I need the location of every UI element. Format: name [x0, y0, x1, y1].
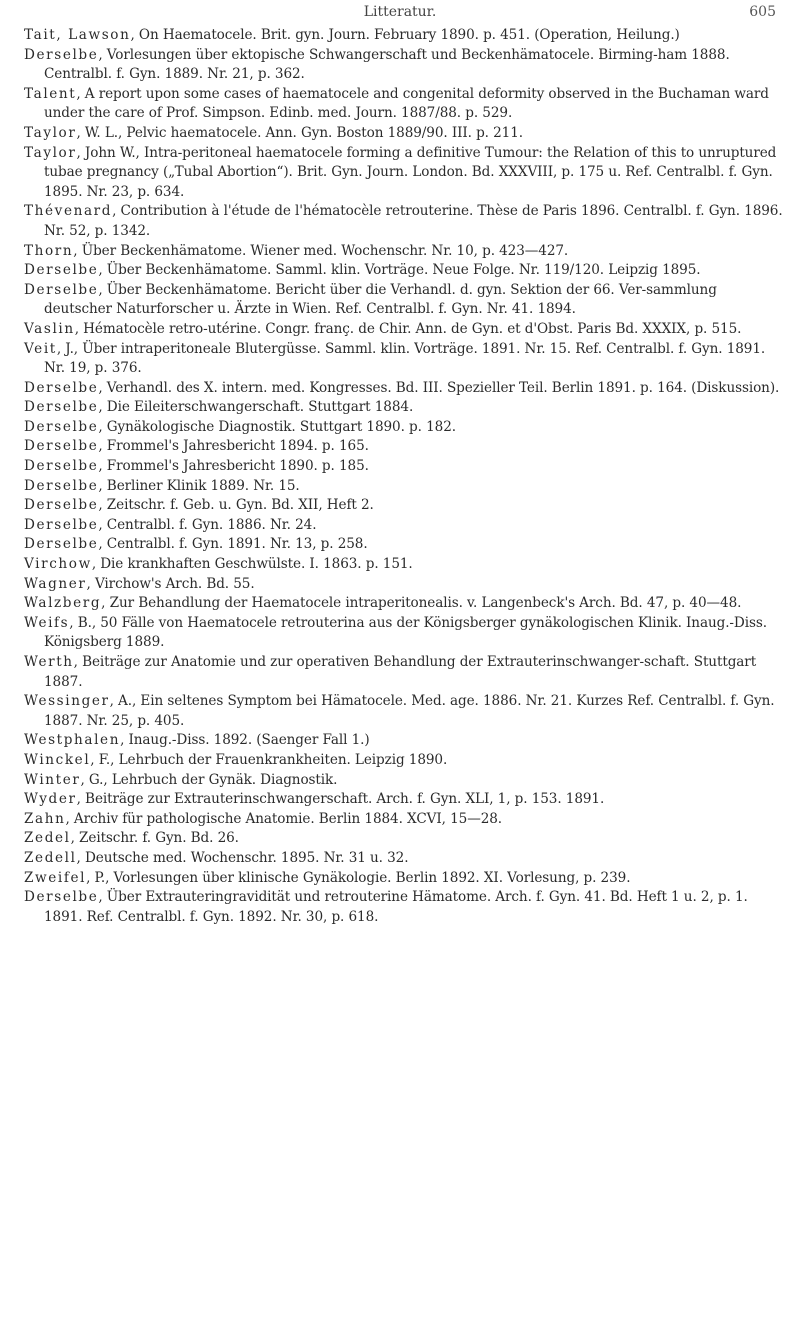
- reference-author: Taylor: [24, 124, 77, 141]
- reference-author: Thévenard: [24, 203, 113, 220]
- reference-text: , B., 50 Fälle von Haematocele retrouterina aus der Königsberger gynäkologischen Klinik. Inaug.-Diss. Königsberg 1889.: [44, 614, 767, 651]
- reference-author: Zweifel: [24, 869, 87, 886]
- reference-text: , Beiträge zur Anatomie und zur operativen Behandlung der Extrauterinschwanger-schaft. Stuttgart 1887.: [44, 654, 757, 690]
- reference-entry: [24, 731, 788, 751]
- reference-author: Zahn: [24, 810, 66, 827]
- reference-text: , Über Beckenhämatome. Wiener med. Wochenschr. Nr. 10, p. 423—427.: [73, 242, 569, 259]
- reference-entry: [24, 614, 788, 653]
- reference-author: Westphalen: [24, 732, 121, 749]
- reference-entry: [24, 124, 788, 144]
- reference-entry: [24, 849, 788, 869]
- reference-author: Derselbe: [24, 889, 99, 906]
- reference-entry: [24, 46, 788, 85]
- reference-entry: [24, 751, 788, 771]
- reference-entry: [24, 535, 788, 555]
- reference-text: , W. L., Pelvic haematocele. Ann. Gyn. Boston 1889/90. III. p. 211.: [76, 124, 523, 141]
- reference-entry: [24, 261, 788, 281]
- reference-author: Veit: [24, 340, 57, 357]
- reference-text: , Centralbl. f. Gyn. 1891. Nr. 13, p. 258.: [98, 536, 368, 553]
- reference-entry: [24, 594, 788, 614]
- reference-author: Derselbe: [24, 477, 99, 494]
- reference-text: , Beiträge zur Extrauterinschwangerschaft. Arch. f. Gyn. XLI, 1, p. 153. 1891.: [76, 791, 605, 808]
- reference-author: Derselbe: [24, 516, 99, 533]
- reference-text: , A report upon some cases of haematocele and congenital deformity observed in the Buchaman ward under the care of Prof. Simpson. Edinb. med. Journ. 1887/88. p. 529.: [44, 85, 769, 122]
- reference-text: , On Haematocele. Brit. gyn. Journ. February 1890. p. 451. (Operation, Heilung.): [130, 27, 680, 43]
- reference-author: Vaslin: [24, 320, 75, 337]
- reference-entry: [24, 692, 788, 731]
- reference-author: Virchow: [24, 556, 92, 573]
- page-number: 605: [749, 4, 776, 20]
- reference-text: , Vorlesungen über ektopische Schwangerschaft und Beckenhämatocele. Birming-ham 1888. Centralbl. f. Gyn. 1889. Nr. 21, p. 362.: [44, 46, 730, 83]
- reference-entry: [24, 516, 788, 536]
- reference-author: Derselbe: [24, 262, 99, 279]
- reference-author: Derselbe: [24, 281, 99, 298]
- reference-author: Derselbe: [24, 536, 99, 553]
- reference-text: , Hématocèle retro-utérine. Congr. franç. de Chir. Ann. de Gyn. et d'Obst. Paris Bd. XXXIX, p. 515.: [74, 320, 742, 337]
- reference-author: Derselbe: [24, 418, 99, 435]
- reference-text: , Zeitschr. f. Gyn. Bd. 26.: [70, 830, 239, 847]
- reference-entry: [24, 26, 788, 46]
- reference-author: Taylor: [24, 144, 77, 161]
- reference-entry: [24, 437, 788, 457]
- reference-entry: [24, 477, 788, 497]
- reference-entry: [24, 653, 788, 692]
- reference-entry: [24, 418, 788, 438]
- reference-entry: [24, 457, 788, 477]
- reference-author: Zedell: [24, 849, 77, 866]
- reference-entry: [24, 888, 788, 927]
- reference-entry: [24, 144, 788, 203]
- reference-entry: [24, 496, 788, 516]
- reference-text: , P., Vorlesungen über klinische Gynäkologie. Berlin 1892. XI. Vorlesung, p. 239.: [86, 869, 631, 886]
- reference-entry: [24, 202, 788, 241]
- reference-author: Thorn: [24, 242, 74, 259]
- reference-entry: [24, 379, 788, 399]
- reference-text: , Berliner Klinik 1889. Nr. 15.: [98, 477, 300, 494]
- reference-author: Talent: [24, 85, 77, 102]
- reference-author: Derselbe: [24, 379, 99, 396]
- reference-author: Werth: [24, 654, 74, 670]
- reference-text: , Virchow's Arch. Bd. 55.: [86, 575, 255, 592]
- reference-author: Derselbe: [24, 399, 99, 416]
- reference-entry: [24, 281, 788, 320]
- reference-text: , Verhandl. des X. intern. med. Kongresses. Bd. III. Spezieller Teil. Berlin 1891. p. 164. (Diskussion).: [98, 379, 780, 396]
- reference-text: , Die krankhaften Geschwülste. I. 1863. p. 151.: [91, 556, 413, 573]
- reference-text: , Deutsche med. Wochenschr. 1895. Nr. 31 u. 32.: [76, 849, 409, 866]
- reference-entry: [24, 242, 788, 262]
- reference-author: Derselbe: [24, 438, 99, 455]
- reference-author: Winckel: [24, 751, 91, 768]
- reference-entry: [24, 869, 788, 889]
- reference-author: Winter: [24, 771, 81, 788]
- reference-author: Wagner: [24, 575, 87, 592]
- reference-text: , Über Beckenhämatome. Bericht über die Verhandl. d. gyn. Sektion der 66. Ver-sammlung deutscher Naturforscher u. Ärzte in Wien. Ref. Centralbl. f. Gyn. Nr. 41. 1894.: [44, 281, 717, 318]
- reference-entry: [24, 555, 788, 575]
- reference-author: Weifs: [24, 614, 70, 631]
- reference-entry: [24, 85, 788, 124]
- reference-author: Walzberg: [24, 595, 102, 612]
- reference-author: Derselbe: [24, 458, 99, 475]
- reference-text: , Frommel's Jahresbericht 1890. p. 185.: [98, 458, 369, 475]
- reference-text: , Die Eileiterschwangerschaft. Stuttgart 1884.: [98, 399, 414, 416]
- reference-author: Tait, Lawson: [24, 27, 131, 43]
- reference-text: , Centralbl. f. Gyn. 1886. Nr. 24.: [98, 516, 317, 533]
- reference-text: , Gynäkologische Diagnostik. Stuttgart 1890. p. 182.: [98, 418, 456, 435]
- reference-list: [24, 26, 788, 927]
- reference-entry: [24, 829, 788, 849]
- reference-entry: [24, 398, 788, 418]
- reference-entry: [24, 790, 788, 810]
- reference-entry: [24, 810, 788, 830]
- reference-text: , F., Lehrbuch der Frauenkrankheiten. Leipzig 1890.: [90, 751, 448, 768]
- reference-text: , John W., Intra-peritoneal haematocele forming a definitive Tumour: the Relation of this to unruptured tubae pregnancy („Tubal Abortion“). Brit. Gyn. Journ. London. Bd. XXXVIII, p. 175 u. Ref. Centralbl. f. Gyn. 1895. Nr. 23, p. 634.: [44, 144, 777, 200]
- reference-text: , G., Lehrbuch der Gynäk. Diagnostik.: [80, 771, 338, 788]
- reference-author: Derselbe: [24, 46, 99, 63]
- running-title: Litteratur.: [363, 4, 437, 20]
- reference-author: Wyder: [24, 791, 77, 808]
- reference-text: , Archiv für pathologische Anatomie. Berlin 1884. XCVI, 15—28.: [65, 810, 503, 827]
- reference-entry: [24, 340, 788, 379]
- reference-author: Wessinger: [24, 693, 110, 710]
- reference-text: , Über Beckenhämatome. Samml. klin. Vorträge. Neue Folge. Nr. 119/120. Leipzig 1895.: [98, 262, 701, 279]
- reference-text: , Zeitschr. f. Geb. u. Gyn. Bd. XII, Heft 2.: [98, 497, 374, 514]
- reference-entry: [24, 771, 788, 791]
- reference-text: , Zur Behandlung der Haematocele intraperitonealis. v. Langenbeck's Arch. Bd. 47, p. 40—48.: [101, 595, 742, 612]
- reference-text: , Frommel's Jahresbericht 1894. p. 165.: [98, 438, 369, 455]
- reference-text: , J., Über intraperitoneale Blutergüsse. Samml. klin. Vorträge. 1891. Nr. 15. Ref. Centralbl. f. Gyn. 1891. Nr. 19, p. 376.: [44, 340, 766, 377]
- reference-author: Zedel: [24, 830, 71, 847]
- reference-text: , Contribution à l'étude de l'hématocèle retrouterine. Thèse de Paris 1896. Centralbl. f. Gyn. 1896. Nr. 52, p. 1342.: [44, 203, 783, 239]
- reference-text: , A., Ein seltenes Symptom bei Hämatocele. Med. age. 1886. Nr. 21. Kurzes Ref. Centralbl. f. Gyn. 1887. Nr. 25, p. 405.: [44, 693, 775, 729]
- reference-text: , Inaug.-Diss. 1892. (Saenger Fall 1.): [120, 732, 370, 749]
- reference-entry: [24, 575, 788, 595]
- reference-entry: [24, 320, 788, 340]
- page-header: [0, 0, 800, 26]
- reference-author: Derselbe: [24, 497, 99, 514]
- reference-text: , Über Extrauteringravidität und retrouterine Hämatome. Arch. f. Gyn. 41. Bd. Heft 1 u. 2, p. 1. 1891. Ref. Centralbl. f. Gyn. 1892. Nr. 30, p. 618.: [44, 889, 748, 925]
